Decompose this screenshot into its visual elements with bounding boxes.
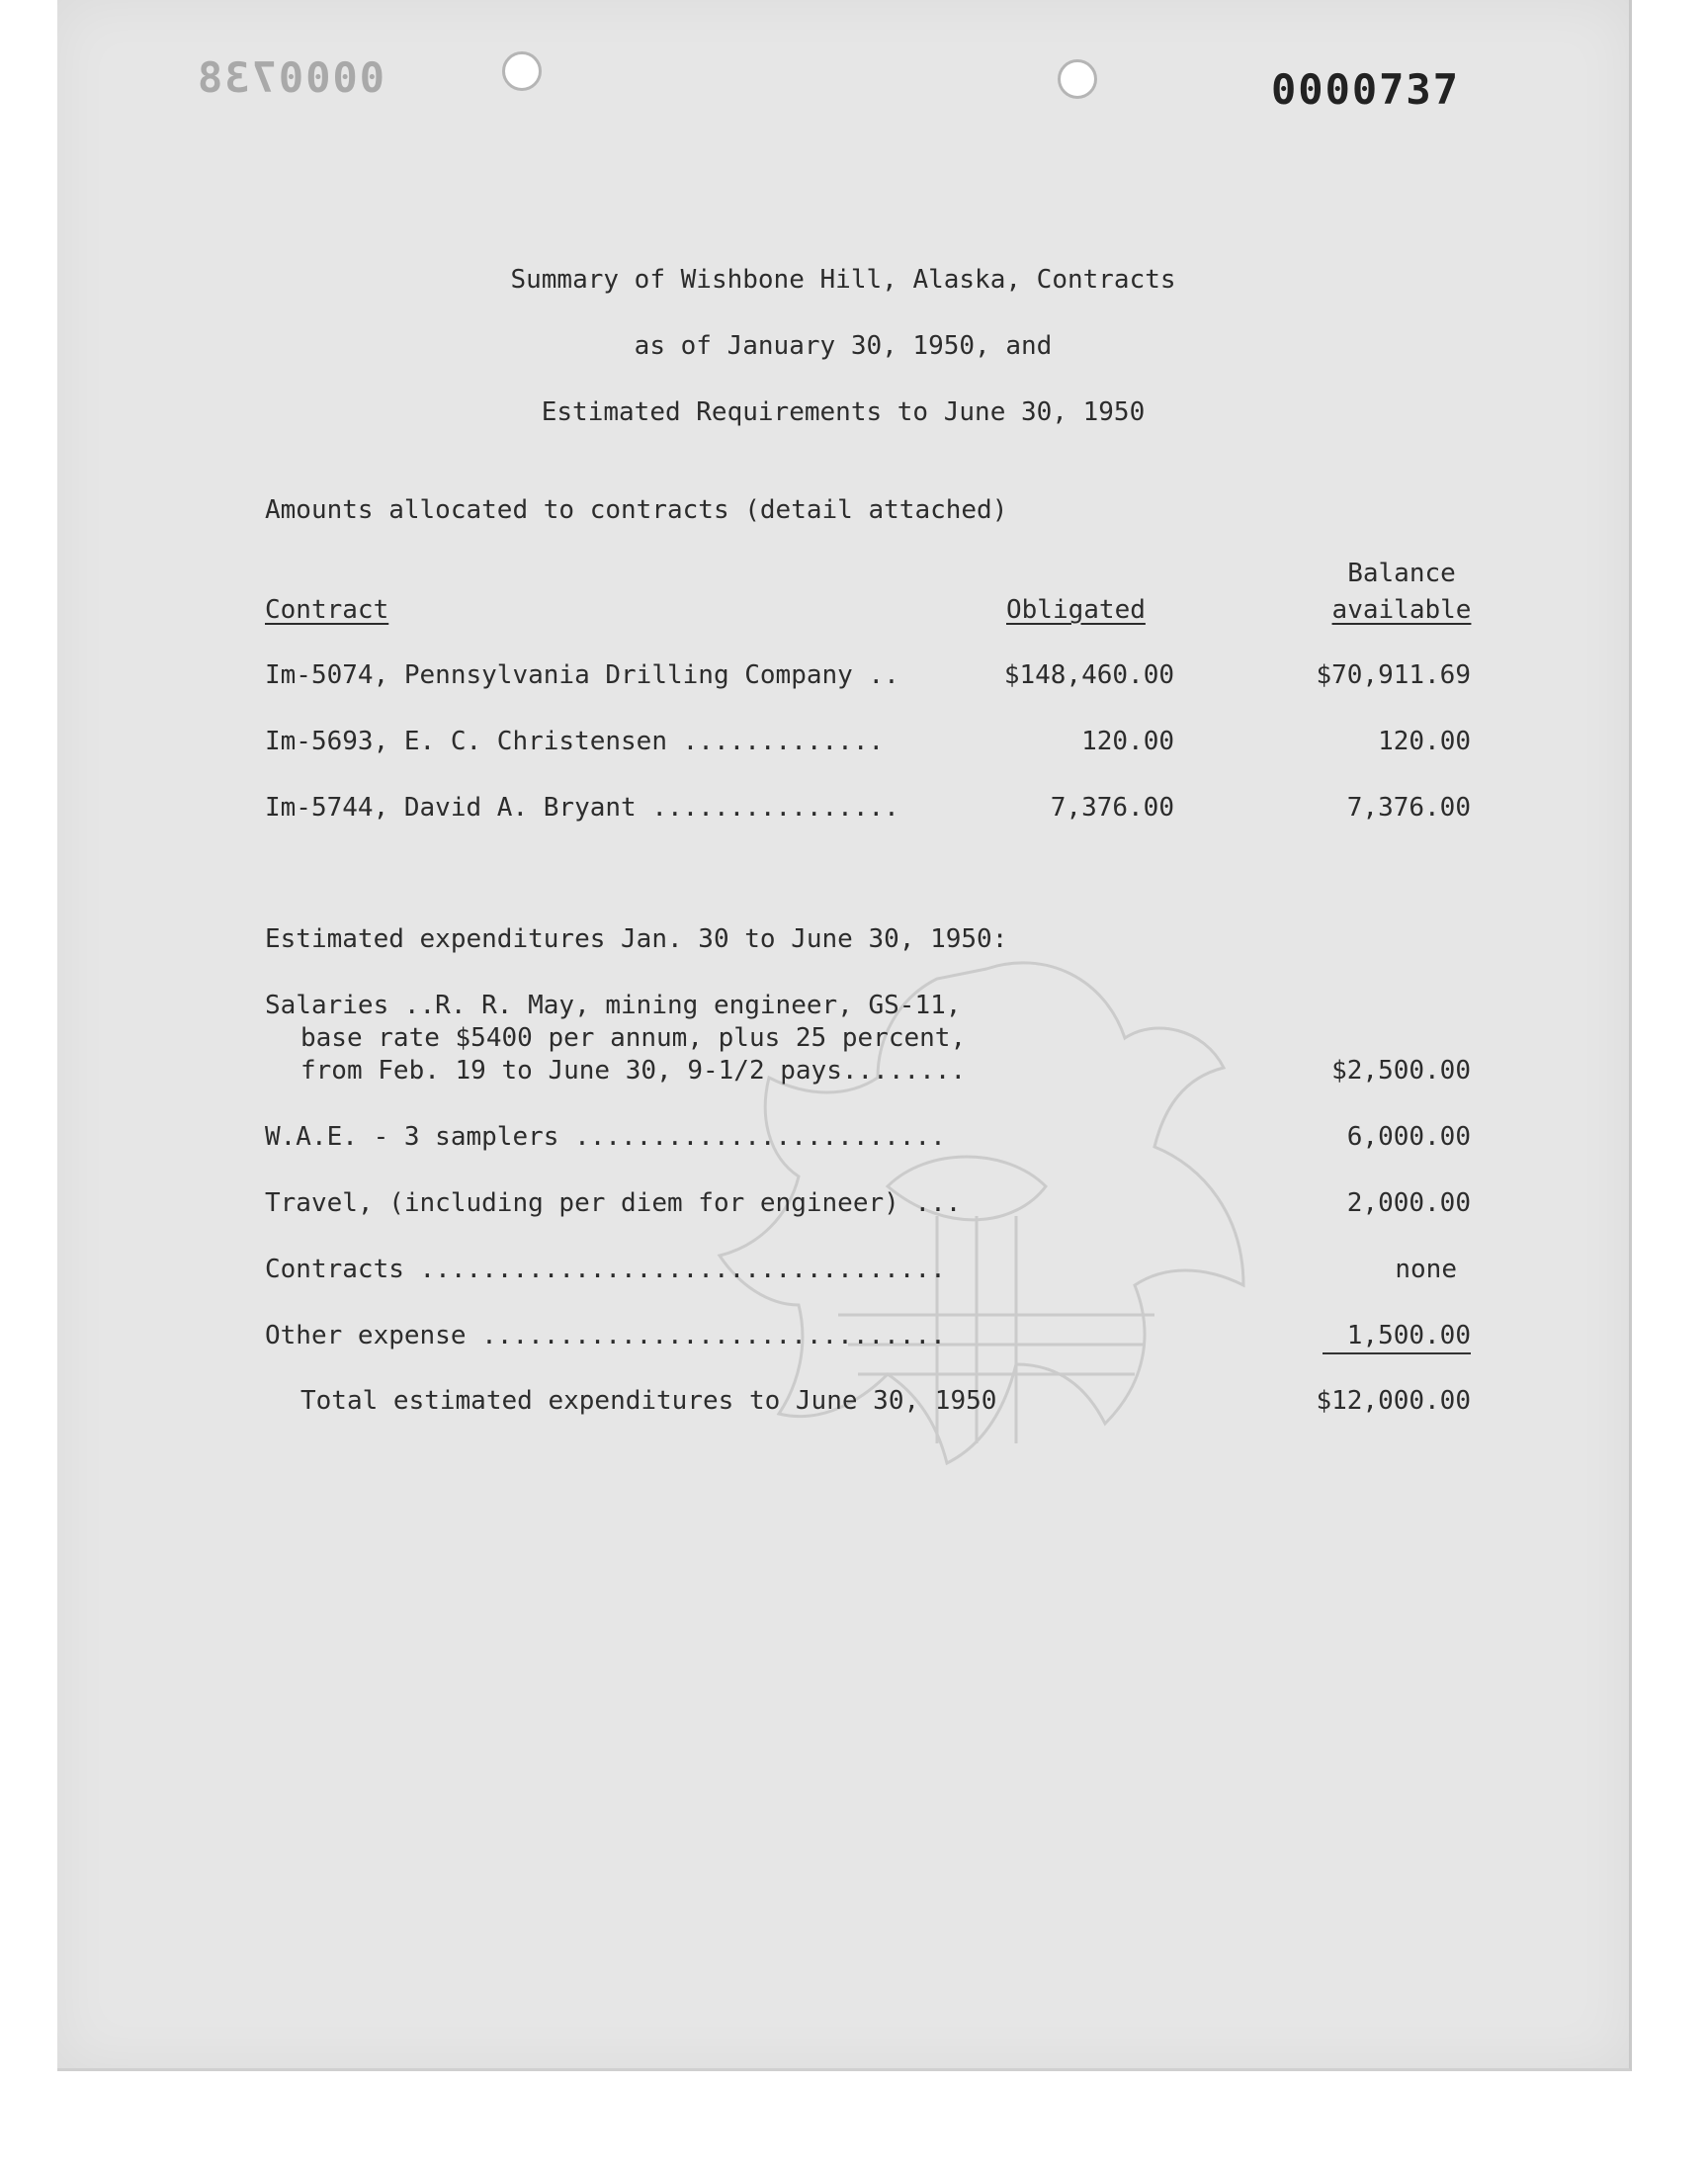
document-page <box>57 0 1632 2071</box>
title-line-3: Estimated Requirements to June 30, 1950 <box>541 397 1146 427</box>
contract-name: Im-5693, E. C. Christensen ............. <box>265 727 885 756</box>
expense-label: Travel, (including per diem for engineer) ... <box>265 1188 962 1218</box>
ghost-page-number-stamp: 0000738 <box>196 53 385 102</box>
column-header-balance-line2: available <box>1331 595 1472 625</box>
column-header-contract: Contract <box>265 595 389 625</box>
expense-amount: 2,000.00 <box>1346 1188 1471 1218</box>
column-header-obligated: Obligated <box>1006 595 1146 625</box>
expense-amount: none <box>1395 1255 1457 1284</box>
expense-amount: 6,000.00 <box>1346 1122 1471 1152</box>
punch-hole-left <box>502 51 542 91</box>
column-header-balance-line1: Balance <box>1347 559 1456 588</box>
expense-label: Contracts .................................. <box>265 1255 946 1284</box>
obligated-amount: 7,376.00 <box>1050 793 1174 823</box>
subtotal-underline <box>1323 1352 1471 1354</box>
expense-amount: 1,500.00 <box>1346 1321 1471 1350</box>
allocated-intro: Amounts allocated to contracts (detail attached) <box>265 495 1008 525</box>
obligated-amount: 120.00 <box>1081 727 1174 756</box>
salaries-line-3: from Feb. 19 to June 30, 9-1/2 pays........ <box>300 1056 967 1086</box>
expense-label: Other expense .............................. <box>265 1321 946 1350</box>
total-label: Total estimated expenditures to June 30, 1950 <box>300 1386 997 1416</box>
balance-amount: 7,376.00 <box>1346 793 1471 823</box>
contract-name: Im-5744, David A. Bryant ................ <box>265 793 899 823</box>
title-line-1: Summary of Wishbone Hill, Alaska, Contracts <box>510 265 1176 295</box>
punch-hole-right <box>1058 59 1097 99</box>
obligated-amount: $148,460.00 <box>1003 660 1174 690</box>
title-line-2: as of January 30, 1950, and <box>634 331 1053 361</box>
salaries-amount: $2,500.00 <box>1331 1056 1471 1086</box>
page-number-stamp: 0000737 <box>1271 65 1461 114</box>
expense-label: W.A.E. - 3 samplers ........................ <box>265 1122 946 1152</box>
salaries-line-2: base rate $5400 per annum, plus 25 percent, <box>300 1023 967 1053</box>
estimated-intro: Estimated expenditures Jan. 30 to June 30, 1950: <box>265 924 1008 954</box>
balance-amount: $70,911.69 <box>1316 660 1471 690</box>
total-amount: $12,000.00 <box>1316 1386 1471 1416</box>
contract-name: Im-5074, Pennsylvania Drilling Company .. <box>265 660 899 690</box>
balance-amount: 120.00 <box>1378 727 1471 756</box>
salaries-line-1: Salaries ..R. R. May, mining engineer, GS-11, <box>265 991 962 1020</box>
